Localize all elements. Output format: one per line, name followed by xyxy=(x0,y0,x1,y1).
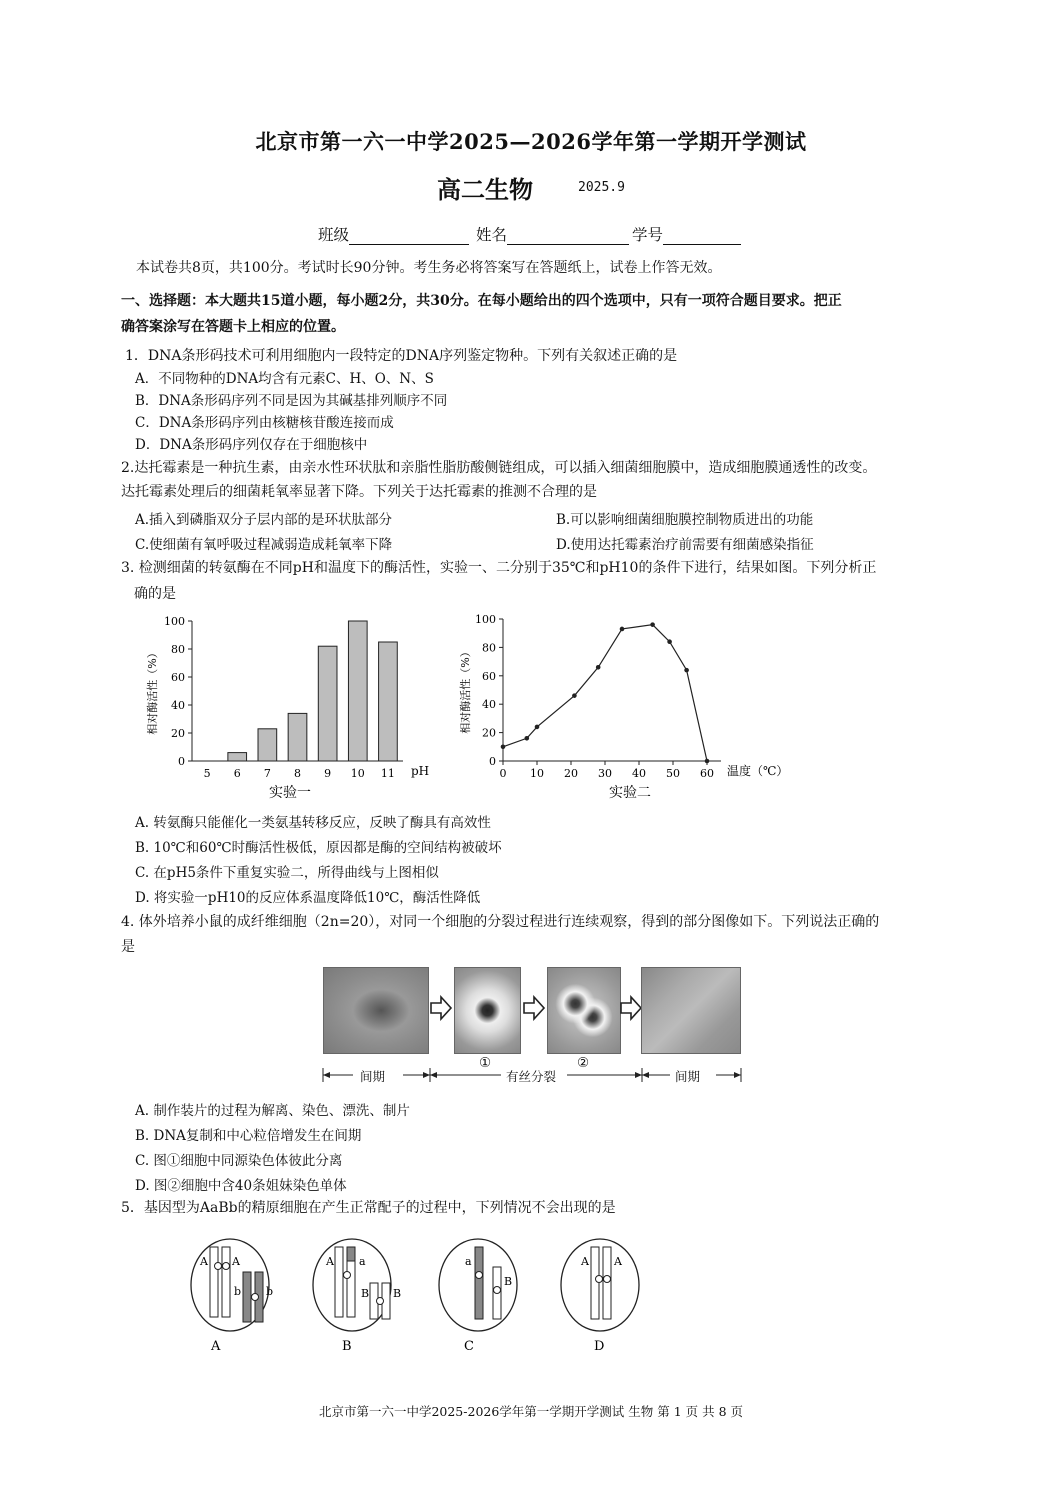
q3-option-c: C. 在pH5条件下重复实验二，所得曲线与上图相似 xyxy=(135,865,439,881)
q1-option-b: B．DNA条形码序列不同是因为其碱基排列顺序不同 xyxy=(135,393,448,409)
x-axis-label: 温度（℃） xyxy=(727,764,789,778)
id-field xyxy=(632,223,741,245)
q3-stem-line2: 确的是 xyxy=(134,586,176,602)
data-point xyxy=(705,759,710,764)
interphase-cell-image xyxy=(323,967,429,1054)
gene-label: A xyxy=(581,1255,589,1268)
q3-option-b: B. 10℃和60℃时酶活性极低，原因都是酶的空间结构被破坏 xyxy=(135,840,502,856)
gene-label: b xyxy=(266,1285,274,1298)
y-tick-label: 0 xyxy=(178,755,185,768)
gene-label: A xyxy=(326,1255,334,1268)
diagram-label-c: C xyxy=(464,1339,474,1354)
x-tick-label: 5 xyxy=(203,767,211,780)
x-tick-label: 10 xyxy=(530,767,544,780)
line-chart-experiment2 xyxy=(455,605,815,805)
section1-heading-line1: 一、选择题：本大题共15道小题，每小题2分，共30分。在每小题给出的四个选项中，只有一项符合题目要求。把正 xyxy=(121,293,842,309)
q4-option-d: D. 图②细胞中含40条姐妹染色单体 xyxy=(135,1178,347,1194)
gene-label: B xyxy=(361,1287,370,1300)
mitosis-cell-image-1 xyxy=(454,967,521,1054)
x-tick-label: 7 xyxy=(263,767,271,780)
y-tick-label: 100 xyxy=(164,615,185,628)
bar xyxy=(318,646,337,761)
chromosome-diagrams xyxy=(180,1235,670,1355)
x-tick-label: 60 xyxy=(700,767,714,780)
q4-option-c: C. 图①细胞中同源染色体彼此分离 xyxy=(135,1153,343,1169)
name-label: 姓名 xyxy=(476,226,508,244)
exam-date: 2025.9 xyxy=(578,180,625,195)
y-tick-label: 100 xyxy=(475,613,496,626)
gene-label: A xyxy=(614,1255,622,1268)
x-tick-label: 0 xyxy=(499,767,507,780)
bar-chart-plot xyxy=(145,615,429,801)
data-point xyxy=(535,725,540,730)
data-point xyxy=(525,736,530,741)
q2-option-c: C.使细菌有氧呼吸过程减弱造成耗氧率下降 xyxy=(135,537,393,553)
cell-diagram-d xyxy=(561,1239,639,1331)
q4-option-b: B. DNA复制和中心粒倍增发生在间期 xyxy=(135,1128,362,1144)
y-tick-label: 40 xyxy=(482,698,496,712)
q2-stem-line2: 达托霉素处理后的细菌耗氧率显著下降。下列关于达托霉素的推测不合理的是 xyxy=(121,484,597,500)
cell-diagram-b xyxy=(313,1239,401,1331)
x-tick-label: 40 xyxy=(632,767,646,780)
name-blank xyxy=(507,228,629,245)
data-point xyxy=(572,693,577,698)
q4-stem-line1: 4. 体外培养小鼠的成纤维细胞（2n=20），对同一个细胞的分裂过程进行连续观察，得到的部分图像如下。下列说法正确的 xyxy=(121,914,880,930)
x-tick-label: 9 xyxy=(324,767,332,780)
interphase-cell-image-2 xyxy=(641,967,741,1054)
line-chart-plot xyxy=(458,613,788,801)
gene-label: A xyxy=(232,1255,240,1268)
bar xyxy=(348,621,367,761)
class-blank xyxy=(349,228,469,245)
class-label: 班级 xyxy=(318,226,350,244)
q4-stem-line2: 是 xyxy=(121,939,135,955)
q3-stem-line1: 3. 检测细菌的转氨酶在不同pH和温度下的酶活性，实验一、二分别于35℃和pH10的条件下进行，结果如图。下列分析正 xyxy=(121,560,877,576)
q3-option-d: D. 将实验一pH10的反应体系温度降低10℃，酶活性降低 xyxy=(135,890,481,906)
chart-caption: 实验一 xyxy=(269,785,311,801)
data-line xyxy=(503,625,707,761)
id-label: 学号 xyxy=(632,226,664,244)
arrow-right-icon xyxy=(429,995,453,1021)
cell-diagram-a xyxy=(191,1239,273,1331)
q1-option-a: A．不同物种的DNA均含有元素C、H、O、N、S xyxy=(135,371,434,387)
y-tick-label: 40 xyxy=(171,699,185,712)
chart-caption: 实验二 xyxy=(609,785,651,801)
diagram-label-b: B xyxy=(342,1339,352,1354)
gene-label: B xyxy=(504,1275,513,1288)
y-tick-label: 60 xyxy=(171,671,185,684)
data-point xyxy=(620,627,625,632)
phase-mitosis-label: 有丝分裂 xyxy=(506,1069,557,1084)
x-tick-label: 8 xyxy=(294,767,301,780)
x-tick-label: 10 xyxy=(350,767,365,780)
q3-option-a: A. 转氨酶只能催化一类氨基转移反应，反映了酶具有高效性 xyxy=(135,815,491,831)
phase-interphase-label-2: 间期 xyxy=(675,1069,701,1084)
bar xyxy=(228,753,247,761)
section1-heading-line2: 确答案涂写在答题卡上相应的位置。 xyxy=(121,319,345,335)
bar xyxy=(379,642,398,761)
subject-title: 高二生物 xyxy=(437,175,533,204)
q4-option-a: A. 制作装片的过程为解离、染色、漂洗、制片 xyxy=(135,1103,410,1119)
data-point xyxy=(650,622,655,627)
data-point xyxy=(501,745,506,750)
q1-option-c: C．DNA条形码序列由核糖核苷酸连接而成 xyxy=(135,415,394,431)
data-point xyxy=(667,639,672,644)
y-tick-label: 20 xyxy=(482,726,496,740)
cell-diagram-c xyxy=(439,1239,517,1331)
arrow-right-icon xyxy=(619,995,643,1021)
x-axis-label: pH xyxy=(411,764,430,778)
gene-label: b xyxy=(234,1285,242,1298)
x-tick-label: 30 xyxy=(598,767,612,780)
arrow-right-icon xyxy=(522,995,546,1021)
q5-stem: 5．基因型为AaBb的精原细胞在产生正常配子的过程中，下列情况不会出现的是 xyxy=(121,1200,616,1216)
id-blank xyxy=(663,228,741,245)
mitosis-cell-image-2 xyxy=(547,967,621,1054)
y-tick-label: 20 xyxy=(171,727,185,740)
diagram-label-d: D xyxy=(594,1339,605,1354)
data-point xyxy=(684,668,689,673)
page-footer: 北京市第一六一中学2025-2026学年第一学期开学测试 生物 第 1 页 共 8 页 xyxy=(318,1404,744,1419)
y-tick-label: 60 xyxy=(482,669,496,683)
y-axis-label: 相对酶活性（%） xyxy=(146,647,159,735)
q2-option-d: D.使用达托霉素治疗前需要有细菌感染指征 xyxy=(556,537,814,553)
x-tick-label: 11 xyxy=(380,767,395,780)
x-tick-label: 50 xyxy=(666,767,680,780)
q1-option-d: D．DNA条形码序列仅存在于细胞核中 xyxy=(135,437,368,453)
gene-label: a xyxy=(465,1255,472,1268)
instructions: 本试卷共8页，共100分。考试时长90分钟。考生务必将答案写在答题纸上，试卷上作答无效。 xyxy=(136,260,722,276)
x-tick-label: 20 xyxy=(564,767,578,780)
image-label-2: ② xyxy=(577,1055,590,1071)
name-field xyxy=(476,223,629,245)
y-tick-label: 80 xyxy=(171,643,185,656)
data-point xyxy=(596,665,601,670)
exam-title: 北京市第一六一中学2025—2026学年第一学期开学测试 xyxy=(255,129,807,154)
phase-interphase-label-1: 间期 xyxy=(360,1069,386,1084)
gene-label: B xyxy=(393,1287,402,1300)
y-tick-label: 80 xyxy=(482,641,496,655)
image-label-1: ① xyxy=(479,1055,492,1071)
y-tick-label: 0 xyxy=(489,755,496,768)
gene-label: a xyxy=(359,1255,366,1268)
bar xyxy=(288,713,307,761)
class-field xyxy=(318,223,469,245)
q2-option-b: B.可以影响细菌细胞膜控制物质进出的功能 xyxy=(556,512,814,528)
y-axis-label: 相对酶活性（%） xyxy=(459,646,472,734)
q2-stem-line1: 2.达托霉素是一种抗生素，由亲水性环状肽和亲脂性脂肪酸侧链组成，可以插入细菌细胞膜中，造成细胞膜通透性的改变。 xyxy=(121,460,877,476)
q2-option-a: A.插入到磷脂双分子层内部的是环状肽部分 xyxy=(135,512,393,528)
bar xyxy=(258,729,277,761)
bar-chart-experiment1 xyxy=(140,605,440,805)
x-tick-label: 6 xyxy=(233,767,241,780)
diagram-label-a: A xyxy=(211,1339,221,1354)
q1-stem: 1．DNA条形码技术可利用细胞内一段特定的DNA序列鉴定物种。下列有关叙述正确的是 xyxy=(125,348,678,364)
gene-label: A xyxy=(200,1255,208,1268)
